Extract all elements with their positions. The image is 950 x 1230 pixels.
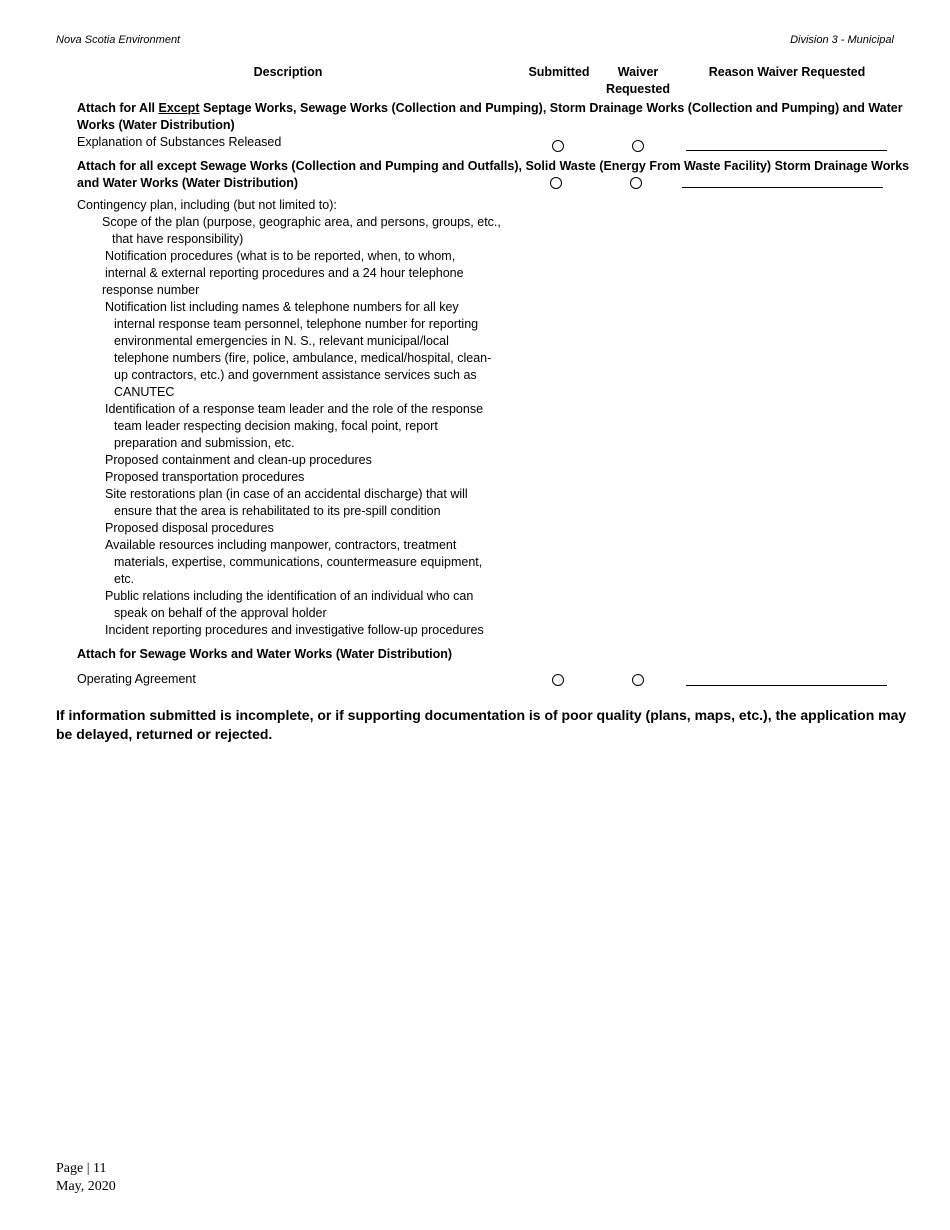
list-item: Identification of a response team leader and the role of the response — [105, 402, 484, 416]
list-item: Public relations including the identification of an individual who can — [105, 589, 474, 603]
column-waiver-line1: Waiver — [617, 65, 659, 79]
list-item: Notification procedures (what is to be reported, when, to whom, — [105, 249, 456, 263]
list-item: Proposed transportation procedures — [105, 470, 305, 484]
list-item: that have responsibility) — [112, 232, 244, 246]
section1-heading-rest: Septage Works, Sewage Works (Collection and Pumping), Storm Drainage Works (Collection and Pumping) and Water — [199, 101, 903, 115]
list-item: preparation and submission, etc. — [114, 436, 295, 450]
section2-waiver-radio[interactable] — [630, 177, 642, 189]
incomplete-notice — [56, 706, 906, 744]
section3-reason-field[interactable] — [686, 685, 887, 686]
section1-reason-field[interactable] — [686, 150, 887, 151]
list-item: Scope of the plan (purpose, geographic area, and persons, groups, etc., — [102, 215, 501, 229]
footer-date: May, 2020 — [56, 1179, 116, 1194]
section3-waiver-radio[interactable] — [632, 674, 644, 686]
notice-line2: be delayed, returned or rejected. — [56, 726, 273, 742]
notice-line1: If information submitted is incomplete, or if supporting documentation is of poor quality (plans, maps, etc.), the application may — [56, 707, 907, 723]
section3-heading: Attach for Sewage Works and Water Works (Water Distribution) — [77, 647, 453, 661]
list-item: Proposed containment and clean-up procedures — [105, 453, 372, 467]
section2-reason-field[interactable] — [682, 187, 883, 188]
column-description: Description — [253, 65, 323, 79]
list-item: ensure that the area is rehabilitated to its pre-spill condition — [114, 504, 441, 518]
section2-submitted-radio[interactable] — [550, 177, 562, 189]
section1-heading — [77, 100, 903, 134]
list-item: Available resources including manpower, contractors, treatment — [105, 538, 457, 552]
header-left: Nova Scotia Environment — [56, 34, 181, 46]
contingency-plan-intro: Contingency plan, including (but not limited to): — [77, 198, 337, 212]
list-item: CANUTEC — [114, 385, 175, 399]
list-item: etc. — [114, 572, 135, 586]
section3-item-label: Operating Agreement — [77, 672, 196, 686]
list-item: Notification list including names & telephone numbers for all key — [105, 300, 459, 314]
list-item: speak on behalf of the approval holder — [114, 606, 327, 620]
list-item: materials, expertise, communications, countermeasure equipment, — [114, 555, 483, 569]
section1-waiver-radio[interactable] — [632, 140, 644, 152]
list-item: internal response team personnel, telephone number for reporting — [114, 317, 479, 331]
section2-heading-line1: Attach for all except Sewage Works (Collection and Pumping and Outfalls), Solid Waste (Energy From Waste Facility) Storm Drainage Works — [77, 159, 910, 173]
list-item: internal & external reporting procedures and a 24 hour telephone — [105, 266, 464, 280]
section1-heading-underlined: Except — [158, 101, 200, 115]
section3-submitted-radio[interactable] — [552, 674, 564, 686]
section1-submitted-radio[interactable] — [552, 140, 564, 152]
column-reason: Reason Waiver Requested — [708, 65, 866, 79]
section2-heading-line2: and Water Works (Water Distribution) — [77, 176, 299, 190]
column-waiver-line2: Requested — [606, 82, 670, 96]
column-submitted: Submitted — [528, 65, 590, 79]
list-item: Proposed disposal procedures — [105, 521, 274, 535]
page-number: Page | 11 — [56, 1161, 107, 1176]
list-item: up contractors, etc.) and government assistance services such as — [114, 368, 477, 382]
list-item: environmental emergencies in N. S., relevant municipal/local — [114, 334, 449, 348]
section1-heading-prefix: Attach for All — [77, 101, 159, 115]
column-waiver — [596, 64, 680, 98]
header-right: Division 3 - Municipal — [790, 34, 894, 46]
list-item: Incident reporting procedures and investigative follow-up procedures — [105, 623, 484, 637]
list-item: Site restorations plan (in case of an accidental discharge) that will — [105, 487, 468, 501]
list-item: telephone numbers (fire, police, ambulance, medical/hospital, clean- — [114, 351, 492, 365]
section1-heading-line2: Works (Water Distribution) — [77, 118, 235, 132]
list-item: team leader respecting decision making, focal point, report — [114, 419, 438, 433]
list-item: response number — [102, 283, 200, 297]
section1-item-label: Explanation of Substances Released — [77, 135, 282, 149]
